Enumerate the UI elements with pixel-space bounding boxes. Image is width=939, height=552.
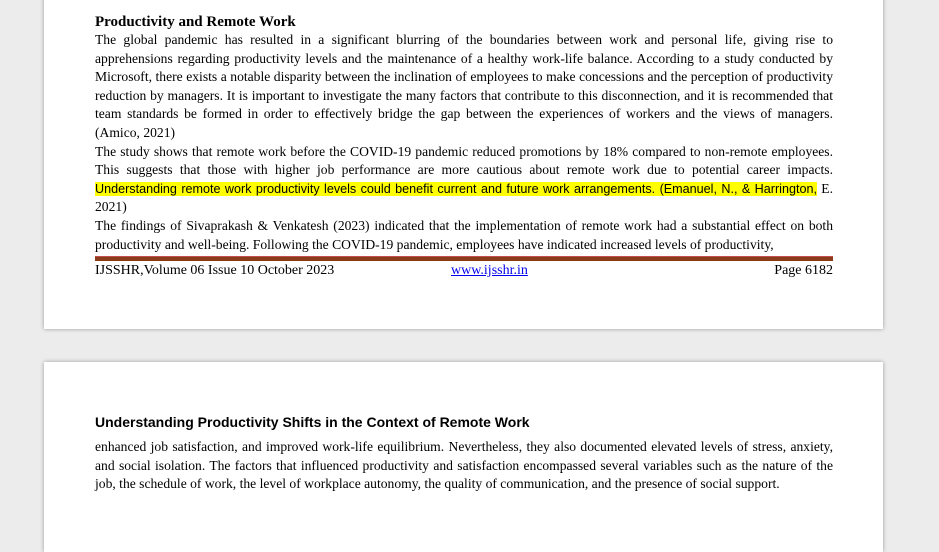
- paragraph-promotions-text: The study shows that remote work before the COVID-19 pandemic reduced promotions by 18% compared to non-remote employees. This suggests that those with higher job performance are more cautious about remote work due to potential career impacts.: [95, 143, 833, 178]
- highlighted-text: Understanding remote work productivity levels could benefit current and future work arrangements. (Emanuel, N., & Harrington,: [95, 181, 817, 196]
- page-1-body: [95, 13, 833, 254]
- document-page-1: [44, 0, 883, 329]
- footer-rule: [95, 256, 833, 261]
- footer-journal: IJSSHR,Volume 06 Issue 10 October 2023: [95, 263, 335, 278]
- footer-page-number: Page 6182: [774, 263, 833, 278]
- page-2-body: [95, 414, 833, 494]
- page-footer: [95, 263, 833, 281]
- page-header: Understanding Productivity Shifts in the Context of Remote Work: [95, 414, 530, 430]
- paragraph-promotions: [95, 143, 833, 217]
- footer-link[interactable]: www.ijsshr.in: [451, 263, 528, 278]
- document-page-2: [44, 362, 883, 552]
- paragraph-findings: The findings of Sivaprakash & Venkatesh (2023) indicated that the implementation of remote work had a substantial effect on both productivity and well-being. Following the COVID-19 pandemic, employees have indicated increased levels of productivity,: [95, 217, 833, 252]
- section-heading: Productivity and Remote Work: [95, 14, 296, 30]
- paragraph-continued: enhanced job satisfaction, and improved work-life equilibrium. Nevertheless, they also documented elevated levels of stress, anxiety, and social isolation. The factors that influenced productivity and satisfaction encompassed several variables such as the nature of the job, the schedule of work, the level of workplace autonomy, the quality of communication, and the presence of social support.: [95, 439, 833, 492]
- paragraph-productivity-gap: The global pandemic has resulted in a significant blurring of the boundaries between work and personal life, giving rise to apprehensions regarding productivity levels and the maintenance of a healthy work-life balance. According to a study conducted by Microsoft, there exists a notable disparity between the inclination of employees to make concessions and the perception of productivity reduction by managers. It is important to investigate the many factors that contribute to this disconnection, and it is recommended that team standards be formed in order to effectively bridge the gap between the experiences of workers and the views of managers. (Amico, 2021): [95, 32, 833, 140]
- citation-text: E. 2021): [95, 180, 833, 215]
